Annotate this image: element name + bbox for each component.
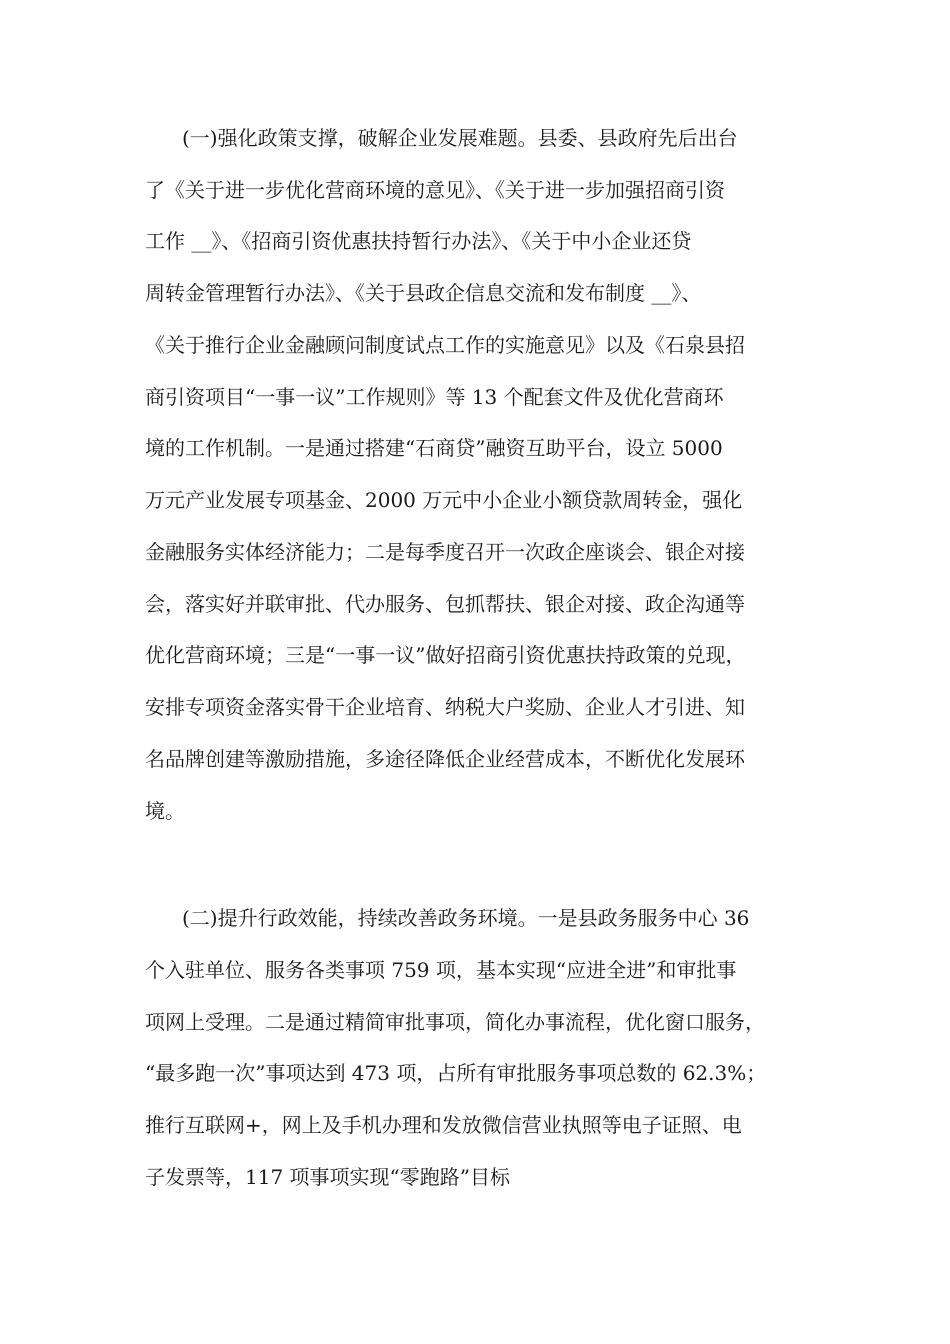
paragraph-line: 会，落实好并联审批、代办服务、包抓帮扶、银企对接、政企沟通等 xyxy=(145,592,745,616)
paragraph-line: 商引资项目“一事一议”工作规则》等 13 个配套文件及优化营商环 xyxy=(145,385,724,409)
paragraph-line: (一)强化政策支撑，破解企业发展难题。县委、县政府先后出台 xyxy=(182,126,738,150)
paragraph-line: 万元产业发展专项基金、2000 万元中小企业小额贷款周转金，强化 xyxy=(145,488,743,512)
paragraph-line: 《关于推行企业金融顾问制度试点工作的实施意见》以及《石泉县招 xyxy=(145,333,745,357)
paragraph-line: (二)提升行政效能，持续改善政务环境。一是县政务服务中心 36 xyxy=(182,906,750,930)
paragraph-line: 周转金管理暂行办法》、《关于县政企信息交流和发布制度 __》、 xyxy=(145,281,702,305)
paragraph-line: 安排专项资金落实骨干企业培育、纳税大户奖励、企业人才引进、知 xyxy=(145,695,745,719)
paragraph-line: 项网上受理。二是通过精简审批事项，简化办事流程，优化窗口服务， xyxy=(145,1010,765,1034)
paragraph-line: 境。 xyxy=(145,799,185,823)
paragraph-line: 工作 __》、《招商引资优惠扶持暂行办法》、《关于中小企业还贷 xyxy=(145,229,692,253)
paragraph-line: 名品牌创建等激励措施，多途径降低企业经营成本，不断优化发展环 xyxy=(145,747,745,771)
paragraph-line: 了《关于进一步优化营商环境的意见》、《关于进一步加强招商引资 xyxy=(145,178,725,202)
paragraph-line: 金融服务实体经济能力；二是每季度召开一次政企座谈会、银企对接 xyxy=(145,540,745,564)
paragraph-line: 优化营商环境；三是“一事一议”做好招商引资优惠扶持政策的兑现， xyxy=(145,643,746,667)
paragraph-line: 推行互联网+，网上及手机办理和发放微信营业执照等电子证照、电 xyxy=(145,1113,742,1137)
paragraph-line: “最多跑一次”事项达到 473 项，占所有审批服务事项总数的 62.3%； xyxy=(145,1061,767,1085)
paragraph-line: 个入驻单位、服务各类事项 759 项，基本实现“应进全进”和审批事 xyxy=(145,958,737,982)
paragraph-line: 子发票等，117 项事项实现“零跑路”目标 xyxy=(145,1165,510,1189)
paragraph-line: 境的工作机制。一是通过搭建“石商贷”融资互助平台，设立 5000 xyxy=(145,436,723,460)
